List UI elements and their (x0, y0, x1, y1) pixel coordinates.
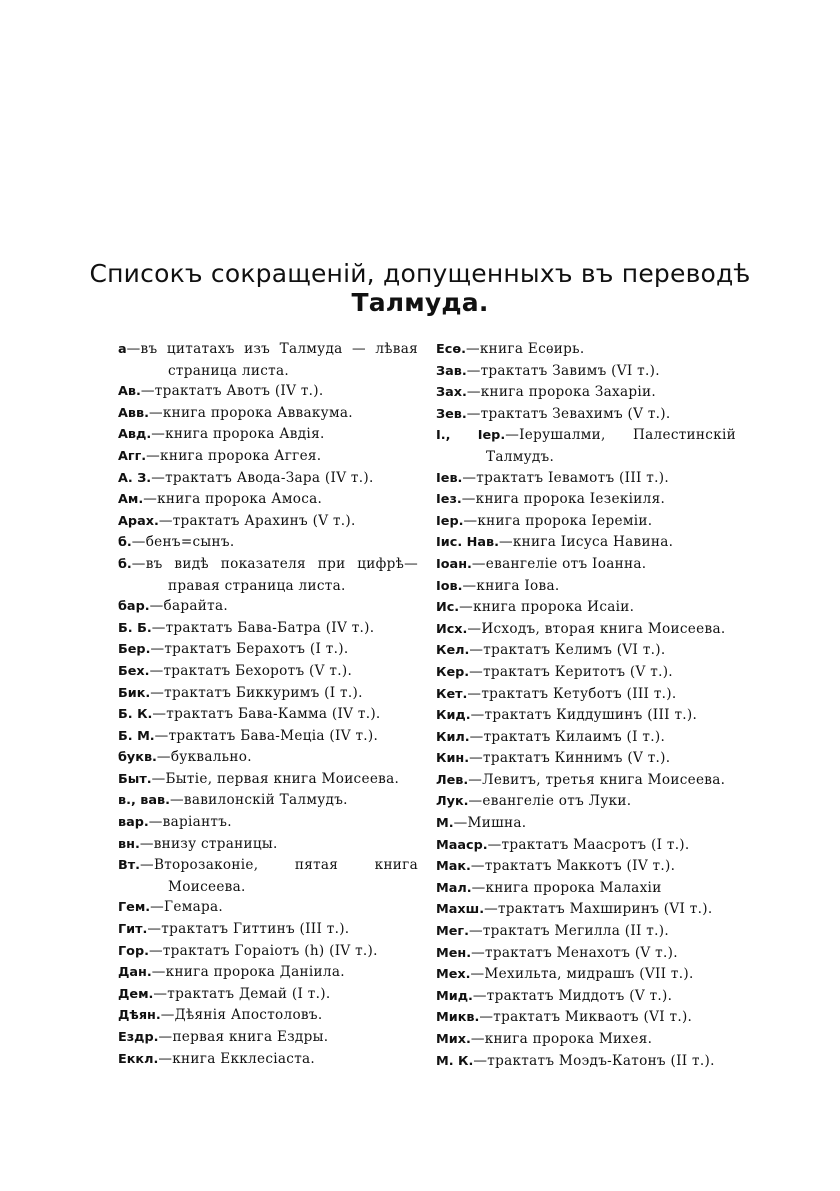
abbreviation-definition: —Гемара. (150, 899, 224, 916)
abbreviation-term: Вт. (118, 858, 141, 874)
abbreviation-definition: —книга пророка Амоса. (143, 491, 323, 508)
abbreviation-definition: —трактатъ Маккотъ (IV т.). (470, 858, 676, 875)
abbreviation-term: Кер. (436, 664, 470, 680)
abbreviation-entry (118, 446, 418, 468)
abbreviation-definition: —трактатъ Демай (I т.). (153, 985, 331, 1002)
abbreviation-entry (436, 554, 736, 576)
abbreviation-entry (436, 468, 736, 490)
abbreviation-entry (118, 834, 418, 856)
abbreviation-definition: —бенъ=сынъ. (131, 534, 235, 551)
abbreviation-entry (436, 705, 736, 727)
abbreviation-entry (118, 1049, 418, 1071)
abbreviation-definition: —книга пророка Авдія. (151, 426, 325, 443)
abbreviation-entry (436, 532, 736, 554)
abbreviation-entry (436, 640, 736, 662)
abbreviation-term: Микв. (436, 1010, 480, 1026)
abbreviation-entry (436, 404, 736, 426)
abbreviation-definition: —въ видѣ показателя при цифрѣ—правая страница листа. (131, 555, 418, 594)
abbreviation-term: Зав. (436, 363, 467, 379)
abbreviation-entry (436, 899, 736, 921)
abbreviation-entry (118, 1027, 418, 1049)
abbreviation-definition: —трактатъ Арахинъ (V т.). (158, 512, 356, 529)
abbreviation-definition: —трактатъ Келимъ (VI т.). (469, 642, 666, 659)
abbreviation-term: Агг. (118, 448, 147, 464)
abbreviation-definition: —Второзаконіе, пятая книга Моисеева. (140, 857, 418, 895)
abbreviation-definition: —вавилонскій Талмудъ. (169, 792, 348, 809)
abbreviation-definition: —трактатъ Бава-Меціа (IV т.). (154, 727, 379, 744)
abbreviation-definition: —варіантъ. (148, 814, 232, 831)
abbreviation-definition: —книга пророка Даніила. (151, 964, 345, 981)
abbreviation-term: Мак. (436, 859, 471, 875)
abbreviation-definition: —трактатъ Мегилла (II т.). (468, 923, 669, 940)
abbreviation-definition: —евангеліе отъ Луки. (468, 793, 632, 810)
abbreviation-term: Дан. (118, 965, 152, 981)
abbreviation-term: Ис. (436, 600, 460, 616)
abbreviation-entry (118, 726, 418, 748)
abbreviation-term: Арах. (118, 513, 159, 529)
abbreviation-definition: —трактатъ Киддушинъ (III т.). (470, 707, 698, 724)
abbreviation-term: Авв. (118, 405, 149, 421)
abbreviation-term: Авд. (118, 427, 152, 443)
abbreviation-definition: —трактатъ Завимъ (VI т.). (466, 362, 660, 379)
abbreviation-entry (118, 683, 418, 705)
abbreviation-entry (436, 921, 736, 943)
abbreviation-term: вар. (118, 815, 149, 831)
abbreviation-term: Ездр. (118, 1030, 159, 1045)
abbreviation-definition: —барайта. (149, 598, 228, 615)
abbreviation-term: Зах. (436, 385, 467, 401)
abbreviation-definition: —книга Есѳирь. (465, 341, 585, 357)
abbreviation-entry (118, 812, 418, 834)
abbreviation-entry (436, 986, 736, 1008)
abbreviation-term: Кет. (436, 686, 468, 702)
abbreviation-entry (436, 791, 736, 813)
abbreviation-definition: —книга Іова. (462, 577, 560, 594)
abbreviation-definition: —первая книга Ездры. (158, 1029, 329, 1045)
abbreviation-term: Дем. (118, 986, 154, 1002)
abbreviation-term: Кин. (436, 751, 470, 767)
abbreviation-entry (118, 855, 418, 897)
abbreviation-term: І., Іер. (436, 428, 506, 444)
abbreviation-list-right-column (436, 339, 736, 1072)
abbreviation-term: Мег. (436, 924, 469, 940)
abbreviation-entry (118, 984, 418, 1006)
abbreviation-term: Іов. (436, 578, 463, 594)
abbreviation-definition: —трактатъ Гораіотъ (h) (IV т.). (148, 942, 378, 959)
abbreviation-entry (436, 425, 736, 467)
abbreviation-definition: —трактатъ Бава-Батра (IV т.). (151, 619, 375, 636)
abbreviation-entry (118, 424, 418, 446)
abbreviation-term: Быт. (118, 771, 152, 787)
page-title (60, 259, 780, 317)
abbreviation-definition: —трактатъ Іевамотъ (III т.). (462, 469, 669, 486)
abbreviation-entry (436, 382, 736, 404)
abbreviation-term: А. З. (118, 470, 152, 486)
abbreviation-term: Мен. (436, 945, 472, 961)
abbreviation-term: бар. (118, 599, 150, 615)
abbreviation-definition: —книга Екклесіаста. (158, 1050, 316, 1067)
abbreviation-entry (436, 576, 736, 598)
abbreviation-entry (118, 511, 418, 533)
abbreviation-entry (436, 597, 736, 619)
abbreviation-entry (436, 813, 736, 835)
abbreviation-term: букв. (118, 750, 157, 766)
abbreviation-definition: —трактатъ Бехоротъ (V т.). (149, 662, 353, 679)
abbreviation-term: Б. Б. (118, 620, 152, 636)
abbreviation-entry (436, 943, 736, 965)
abbreviation-definition: —трактатъ Берахотъ (I т.). (150, 641, 349, 658)
abbreviation-definition: —трактатъ Микваотъ (VI т.). (479, 1009, 693, 1026)
abbreviation-list-left-column (118, 339, 418, 1070)
abbreviation-definition: —Мехильта, мидрашъ (VII т.). (470, 966, 694, 983)
abbreviation-definition: —книга пророка Аввакума. (148, 404, 353, 421)
abbreviation-definition: —трактатъ Маасротъ (I т.). (487, 836, 690, 853)
abbreviation-entry (118, 468, 418, 490)
abbreviation-entry (436, 748, 736, 770)
abbreviation-entry (118, 403, 418, 425)
abbreviation-term: Ав. (118, 384, 141, 400)
abbreviation-entry (436, 1007, 736, 1029)
abbreviation-term: Бик. (118, 685, 151, 701)
abbreviation-entry (436, 619, 736, 641)
abbreviation-entry (118, 596, 418, 618)
abbreviation-entry (118, 381, 418, 403)
abbreviation-entry (118, 554, 418, 596)
abbreviation-term: Б. М. (118, 728, 155, 744)
abbreviation-entry (436, 662, 736, 684)
abbreviation-entry (118, 618, 418, 640)
abbreviation-entry (118, 339, 418, 381)
abbreviation-definition: —Дѣянія Апостоловъ. (160, 1007, 323, 1024)
abbreviation-definition: —трактатъ Миддотъ (V т.). (472, 987, 673, 1004)
abbreviation-term: Мех. (436, 967, 471, 983)
abbreviation-definition: —Іерушалми, Палестинскій Талмудъ. (486, 427, 736, 465)
abbreviation-term: Мих. (436, 1032, 471, 1047)
abbreviation-entry (436, 835, 736, 857)
abbreviation-definition: —книга Іисуса Навина. (498, 534, 674, 551)
abbreviation-definition: —книга пророка Захаріи. (466, 384, 657, 401)
abbreviation-entry (118, 704, 418, 726)
abbreviation-entry (118, 962, 418, 984)
abbreviation-definition: —книга пророка Іезекіиля. (461, 491, 666, 508)
abbreviation-entry (118, 1005, 418, 1027)
abbreviation-definition: —въ цитатахъ изъ Талмуда — лѣвая страница листа. (126, 341, 418, 379)
title-line-2: Талмуда. (351, 288, 489, 317)
abbreviation-definition: —трактатъ Авотъ (IV т.). (140, 383, 324, 400)
title-line-1: Списокъ сокращеній, допущенныхъ въ переводѣ (89, 259, 751, 288)
abbreviation-definition: —трактатъ Килаимъ (I т.). (469, 728, 666, 745)
abbreviation-definition: —трактатъ Киннимъ (V т.). (469, 750, 671, 767)
abbreviation-term: Гор. (118, 943, 149, 959)
abbreviation-term: б. (118, 556, 132, 572)
abbreviation-entry (436, 339, 736, 361)
abbreviation-definition: —Мишна. (453, 815, 527, 832)
abbreviation-term: Исх. (436, 621, 468, 637)
abbreviation-term: Дѣян. (118, 1008, 161, 1024)
abbreviation-entry (436, 1029, 736, 1051)
abbreviation-definition: —внизу страницы. (139, 835, 278, 852)
abbreviation-term: Іев. (436, 470, 463, 486)
abbreviation-entry (118, 489, 418, 511)
abbreviation-entry (436, 878, 736, 900)
abbreviation-term: Еккл. (118, 1051, 159, 1067)
abbreviation-term: Кел. (436, 643, 470, 659)
abbreviation-term: а (118, 342, 127, 357)
abbreviation-entry (118, 897, 418, 919)
abbreviation-entry (118, 769, 418, 791)
abbreviation-definition: —трактатъ Гиттинъ (III т.). (147, 921, 350, 938)
abbreviation-entry (118, 639, 418, 661)
abbreviation-entry (436, 684, 736, 706)
abbreviation-entry (436, 856, 736, 878)
abbreviation-entry (436, 727, 736, 749)
abbreviation-term: Б. К. (118, 707, 153, 723)
abbreviation-definition: —Бытіе, первая книга Моисеева. (151, 770, 400, 787)
abbreviation-term: Мааср. (436, 837, 488, 853)
abbreviation-term: в., вав. (118, 793, 170, 809)
abbreviation-entry (118, 790, 418, 812)
abbreviation-term: Ам. (118, 492, 144, 508)
abbreviation-term: Есѳ. (436, 342, 466, 357)
abbreviation-definition: —книга пророка Аггея. (146, 447, 322, 464)
abbreviation-term: Кид. (436, 708, 471, 724)
abbreviation-term: Бех. (118, 663, 150, 679)
abbreviation-term: вн. (118, 836, 140, 852)
abbreviation-entry (436, 489, 736, 511)
abbreviation-term: Махш. (436, 902, 485, 918)
abbreviation-definition: —евангеліе отъ Іоанна. (471, 555, 647, 572)
abbreviation-definition: —трактатъ Зевахимъ (V т.). (466, 405, 671, 422)
abbreviation-term: Іис. Нав. (436, 535, 499, 551)
abbreviation-term: М. (436, 816, 454, 832)
abbreviation-definition: —трактатъ Керитотъ (V т.). (469, 663, 673, 680)
abbreviation-definition: —книга пророка Іереміи. (463, 512, 653, 529)
abbreviation-definition: —буквально. (156, 749, 252, 766)
abbreviation-term: М. К. (436, 1053, 474, 1069)
abbreviation-term: Лук. (436, 794, 469, 810)
abbreviation-term: Гем. (118, 900, 151, 916)
abbreviation-term: Гит. (118, 922, 148, 938)
abbreviation-term: Іез. (436, 492, 462, 508)
abbreviation-definition: —трактатъ Менахотъ (V т.). (471, 944, 678, 961)
abbreviation-definition: —Левитъ, третья книга Моисеева. (468, 771, 726, 788)
abbreviation-term: Зев. (436, 406, 467, 422)
abbreviation-entry (436, 361, 736, 383)
abbreviation-definition: —трактатъ Махширинъ (VI т.). (484, 901, 713, 918)
abbreviation-term: Іоан. (436, 556, 472, 572)
abbreviation-entry (436, 1051, 736, 1073)
abbreviation-term: б. (118, 535, 132, 551)
abbreviation-definition: —трактатъ Моэдъ-Катонъ (II т.). (473, 1052, 715, 1069)
abbreviation-term: Мид. (436, 988, 473, 1004)
abbreviation-entry (436, 964, 736, 986)
abbreviation-entry (118, 919, 418, 941)
abbreviation-definition: —трактатъ Кетуботъ (III т.). (467, 685, 677, 702)
abbreviation-definition: —трактатъ Бава-Камма (IV т.). (152, 706, 381, 723)
abbreviation-entry (118, 532, 418, 554)
abbreviation-definition: —книга пророка Исаіи. (459, 599, 635, 616)
abbreviation-entry (436, 511, 736, 533)
abbreviation-term: Іер. (436, 513, 464, 529)
abbreviation-entry (436, 770, 736, 792)
abbreviation-term: Кил. (436, 729, 470, 745)
abbreviation-definition: —книга пророка Михея. (470, 1031, 653, 1047)
abbreviation-entry (118, 661, 418, 683)
abbreviation-term: Мал. (436, 880, 472, 896)
abbreviation-term: Лев. (436, 772, 469, 788)
abbreviation-definition: —трактатъ Биккуримъ (I т.). (150, 684, 363, 701)
abbreviation-definition: —книга пророка Малахіи (471, 879, 662, 896)
abbreviation-definition: —Исходъ, вторая книга Моисеева. (467, 620, 726, 637)
abbreviation-definition: —трактатъ Авода-Зара (IV т.). (151, 469, 374, 486)
abbreviation-entry (118, 941, 418, 963)
abbreviation-term: Бер. (118, 642, 151, 658)
abbreviation-entry (118, 747, 418, 769)
